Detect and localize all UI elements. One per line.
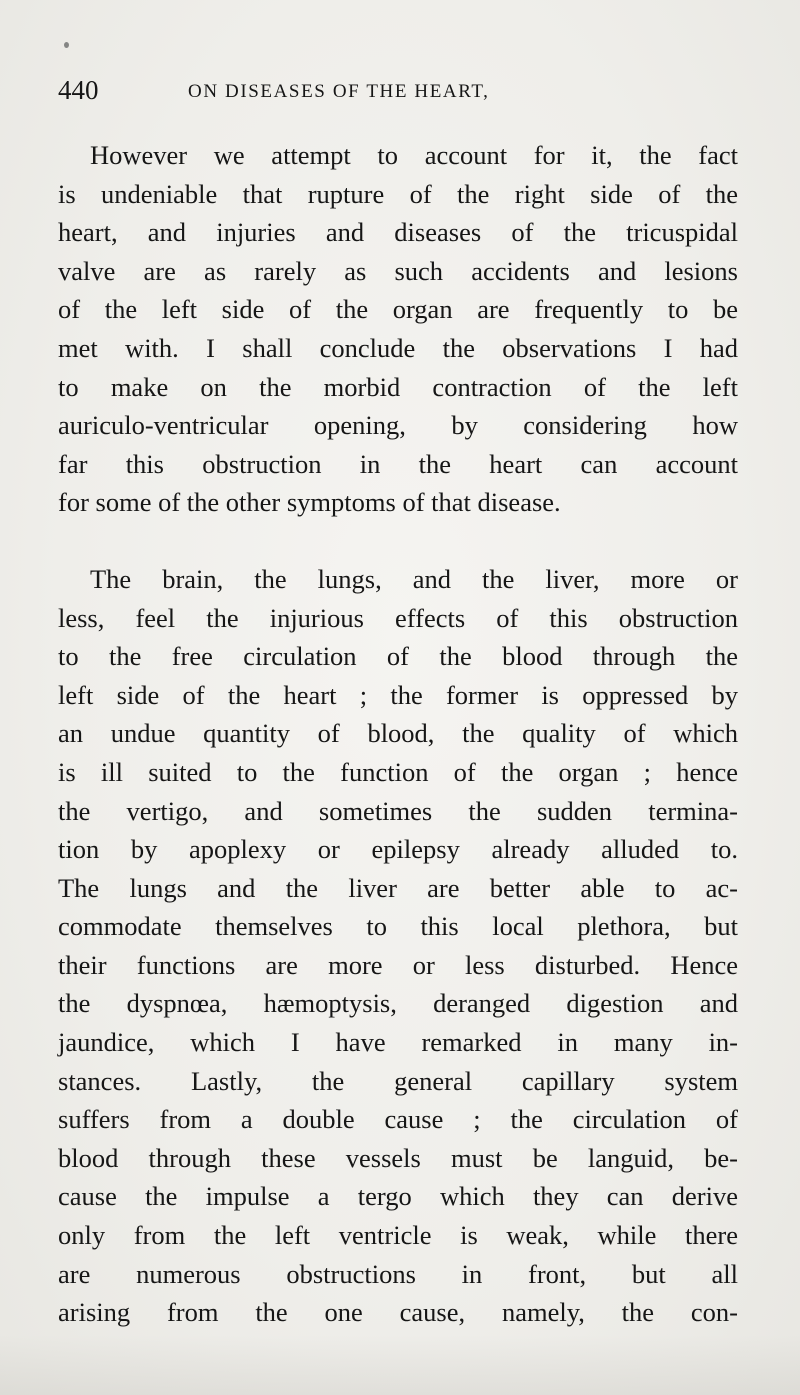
text-line: auriculo-ventricular opening, by considering how	[58, 410, 738, 441]
text-line: for some of the other symptoms of that disease.	[58, 487, 561, 518]
text-line: met with. I shall conclude the observations I had	[58, 332, 738, 363]
text-line: their functions are more or less disturbed. Hence	[58, 949, 738, 980]
text-line: the vertigo, and sometimes the sudden termina-	[58, 795, 738, 826]
text-line: cause the impulse a tergo which they can derive	[58, 1181, 738, 1212]
text-line: suffers from a double cause ; the circulation of	[58, 1104, 738, 1135]
text-line: only from the left ventricle is weak, while there	[58, 1220, 738, 1251]
text-line: arising from the one cause, namely, the con-	[58, 1297, 738, 1328]
text-line: valve are as rarely as such accidents and lesions	[58, 255, 738, 286]
text-line: commodate themselves to this local plethora, but	[58, 911, 738, 942]
text-line: The lungs and the liver are better able to ac-	[58, 872, 738, 903]
text-line: to the free circulation of the blood through the	[58, 641, 738, 672]
text-line: The brain, the lungs, and the liver, more or	[90, 563, 738, 594]
paragraph-2	[58, 560, 738, 1332]
paragraph-1	[58, 136, 738, 522]
page-edge-shading	[0, 1335, 800, 1395]
ink-speck	[64, 42, 69, 48]
text-line: to make on the morbid contraction of the left	[58, 371, 738, 402]
text-line: blood through these vessels must be languid, be-	[58, 1142, 738, 1173]
text-line: far this obstruction in the heart can account	[58, 448, 738, 479]
text-line: less, feel the injurious effects of this obstruction	[58, 602, 738, 633]
text-line: However we attempt to account for it, the fact	[90, 140, 738, 170]
text-line: stances. Lastly, the general capillary system	[58, 1065, 738, 1096]
text-line: of the left side of the organ are frequently to be	[58, 294, 738, 325]
text-line: are numerous obstructions in front, but all	[58, 1258, 738, 1289]
text-line: an undue quantity of blood, the quality of which	[58, 718, 738, 749]
paragraph-gap	[58, 522, 738, 560]
text-line: left side of the heart ; the former is oppressed by	[58, 679, 738, 710]
text-line: is undeniable that rupture of the right side of the	[58, 178, 738, 209]
page-header	[58, 72, 758, 112]
text-line: jaundice, which I have remarked in many in-	[58, 1027, 738, 1058]
running-title: ON DISEASES OF THE HEART,	[188, 81, 490, 102]
text-line: is ill suited to the function of the organ ; hence	[58, 756, 738, 787]
text-line: heart, and injuries and diseases of the tricuspidal	[58, 217, 738, 248]
text-line: the dyspnœa, hæmoptysis, deranged digestion and	[58, 988, 738, 1019]
page-number: 440	[58, 75, 99, 105]
body-text	[58, 136, 738, 1332]
text-line: tion by apoplexy or epilepsy already alluded to.	[58, 834, 738, 865]
